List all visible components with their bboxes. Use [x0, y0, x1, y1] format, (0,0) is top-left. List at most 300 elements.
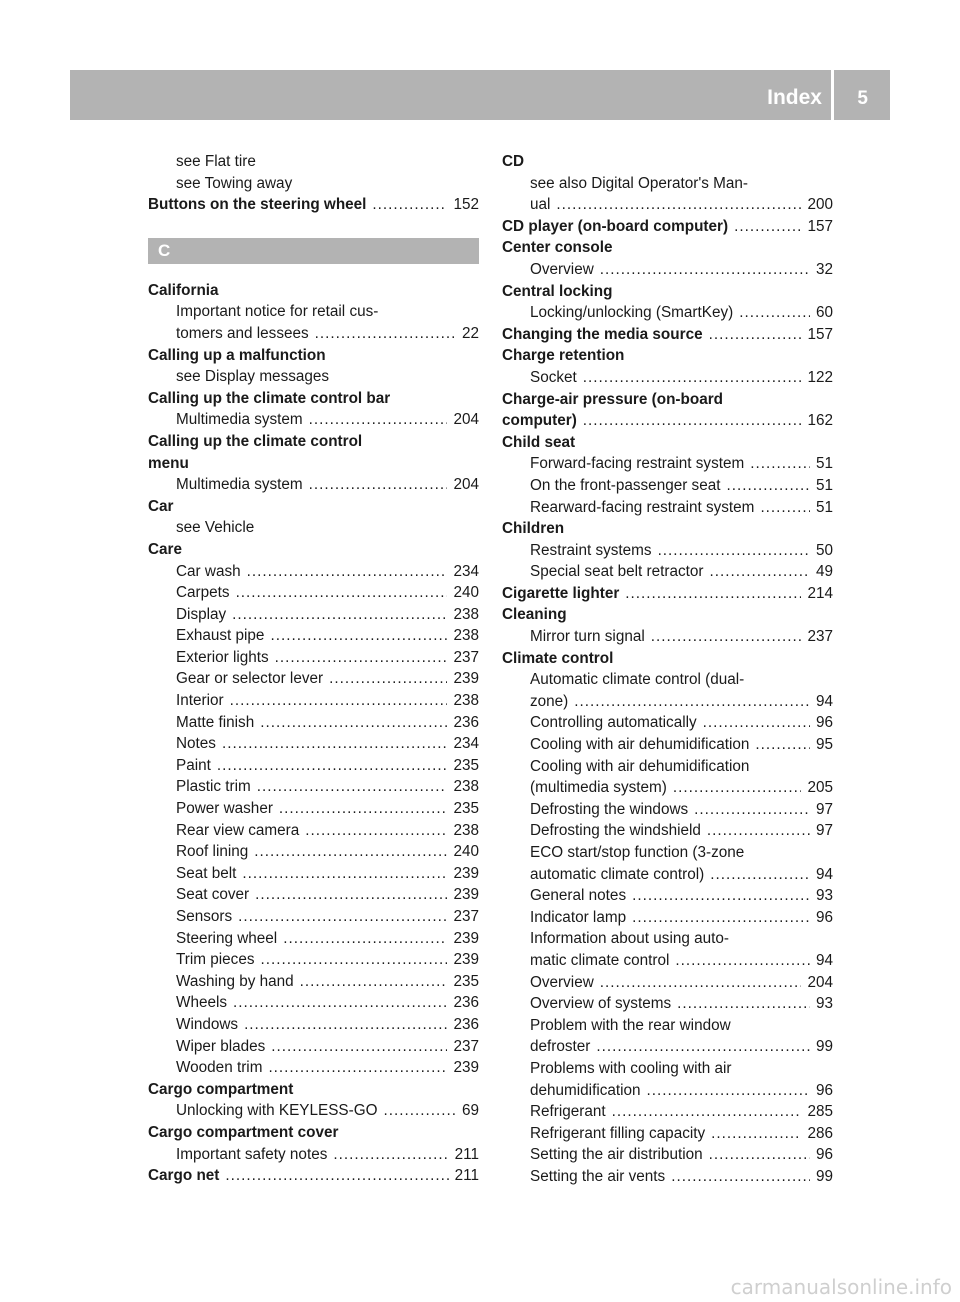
entry-text: Refrigerant [530, 1103, 606, 1121]
leader-dots [556, 194, 801, 216]
index-subentry[interactable] [502, 799, 833, 821]
leader-dots [596, 1036, 810, 1058]
entry-page-number[interactable]: 239 [453, 886, 479, 904]
leader-dots [242, 863, 447, 885]
index-subentry[interactable] [148, 971, 479, 993]
leader-dots [710, 864, 810, 886]
index-subentry [502, 756, 833, 778]
entry-text: defroster [530, 1038, 591, 1056]
leader-dots [760, 497, 810, 519]
entry-page-number[interactable]: 234 [453, 735, 479, 753]
entry-page-number[interactable]: 157 [807, 217, 833, 235]
index-subentry[interactable] [502, 540, 833, 562]
entry-page-number[interactable]: 237 [453, 648, 479, 666]
leader-dots [309, 474, 448, 496]
entry-text: Matte finish [176, 713, 255, 731]
leader-dots [671, 1166, 810, 1188]
index-subentry[interactable] [148, 884, 479, 906]
entry-page-number[interactable]: 60 [815, 304, 833, 322]
index-subentry[interactable] [148, 863, 479, 885]
index-subentry[interactable] [148, 1036, 479, 1058]
leader-dots [707, 820, 810, 842]
index-entry[interactable] [148, 194, 479, 216]
entry-page-number[interactable]: 69 [461, 1102, 479, 1120]
entry-page-number[interactable]: 237 [453, 908, 479, 925]
leader-dots [257, 776, 448, 798]
entry-text: Cargo compartment [148, 1080, 294, 1098]
entry-text: Car wash [176, 562, 241, 580]
entry-text: Defrosting the windshield [530, 822, 701, 840]
entry-text: Calling up a malfunction [148, 346, 326, 364]
entry-page-number[interactable]: 51 [815, 498, 833, 516]
entry-page-number[interactable]: 238 [453, 778, 479, 796]
page-number: 5 [857, 88, 868, 109]
index-subentry[interactable] [502, 453, 833, 475]
index-subentry[interactable] [502, 194, 833, 216]
index-subentry[interactable] [502, 777, 833, 799]
index-subentry[interactable] [148, 582, 479, 604]
index-subentry[interactable] [148, 474, 479, 496]
index-subentry[interactable] [502, 820, 833, 842]
entry-page-number[interactable]: 94 [815, 951, 833, 969]
index-entry[interactable] [502, 324, 833, 346]
leader-dots [384, 1100, 456, 1122]
entry-page-number[interactable]: 50 [815, 541, 833, 559]
entry-text: Paint [176, 756, 211, 774]
index-entry [502, 518, 833, 540]
index-subentry[interactable] [502, 972, 833, 994]
entry-page-number[interactable]: 239 [453, 670, 479, 688]
leader-dots [247, 561, 448, 583]
index-entry [502, 432, 833, 454]
index-subentry[interactable] [502, 1080, 833, 1102]
entry-text: Locking/unlocking (SmartKey) [530, 304, 734, 322]
entry-page-number[interactable]: 157 [807, 325, 833, 343]
leader-dots [709, 561, 810, 583]
index-entry[interactable] [502, 583, 833, 605]
entry-page-number[interactable]: 200 [807, 196, 833, 214]
entry-text: Important safety notes [176, 1145, 328, 1163]
entry-text: Wiper blades [176, 1037, 266, 1055]
leader-dots [300, 971, 448, 993]
index-subentry [148, 301, 479, 323]
entry-text: Overview of systems [530, 995, 672, 1013]
entry-text: see Flat tire [176, 153, 256, 170]
entry-page-number[interactable]: 237 [807, 628, 833, 646]
entry-page-number[interactable]: 94 [815, 865, 833, 883]
leader-dots [600, 972, 802, 994]
index-subentry[interactable] [148, 776, 479, 798]
entry-page-number[interactable]: 205 [807, 779, 833, 797]
entry-text: Interior [176, 692, 224, 710]
entry-text: Cleaning [502, 606, 567, 624]
entry-text: Roof lining [176, 843, 249, 861]
entry-text: see Display messages [176, 368, 330, 386]
entry-text: Exterior lights [176, 648, 269, 666]
entry-text: Multimedia system [176, 476, 303, 494]
entry-text: Gear or selector lever [176, 670, 324, 688]
entry-text: Cooling with air dehumidification [530, 736, 750, 754]
index-subentry [148, 517, 479, 539]
index-subentry[interactable] [502, 367, 833, 389]
leader-dots [232, 604, 447, 626]
entry-page-number[interactable]: 22 [461, 324, 479, 342]
index-entry[interactable] [502, 410, 833, 432]
entry-text: matic climate control [530, 951, 670, 969]
index-entry [148, 1079, 479, 1101]
entry-text: On the front-passenger seat [530, 476, 721, 494]
entry-page-number[interactable]: 96 [815, 1146, 833, 1164]
leader-dots [612, 1101, 802, 1123]
leader-dots [647, 1080, 810, 1102]
entry-page-number[interactable]: 214 [807, 584, 833, 602]
entry-page-number[interactable]: 235 [453, 800, 479, 818]
entry-text: Trim pieces [176, 951, 255, 969]
index-entry[interactable] [148, 1165, 479, 1187]
leader-dots [225, 1165, 448, 1187]
entry-page-number[interactable]: 238 [453, 605, 479, 623]
entry-text: Sensors [176, 908, 233, 925]
entry-page-number[interactable]: 236 [453, 1015, 479, 1033]
entry-page-number[interactable]: 49 [815, 563, 833, 581]
entry-text: Center console [502, 239, 613, 257]
leader-dots [283, 928, 447, 950]
entry-text: Care [148, 540, 183, 558]
index-entry [148, 539, 479, 561]
leader-dots [236, 582, 448, 604]
entry-page-number[interactable]: 97 [815, 822, 833, 840]
leader-dots [755, 734, 810, 756]
entry-text: Cigarette lighter [502, 584, 620, 602]
entry-text: Restraint systems [530, 541, 652, 559]
leader-dots [279, 798, 448, 820]
entry-text: Charge-air pressure (on-board [502, 390, 723, 408]
leader-dots [574, 691, 810, 713]
leader-dots [268, 1057, 447, 1079]
index-subentry[interactable] [502, 734, 833, 756]
leader-dots [230, 690, 448, 712]
index-subentry [502, 842, 833, 864]
leader-dots [244, 1014, 447, 1036]
entry-page-number[interactable]: 239 [453, 929, 479, 947]
index-subentry[interactable] [148, 625, 479, 647]
index-subentry [502, 173, 833, 195]
leader-dots [260, 712, 447, 734]
index-subentry [502, 1015, 833, 1037]
entry-page-number[interactable]: 237 [453, 1037, 479, 1055]
index-subentry[interactable] [148, 647, 479, 669]
index-entry [502, 604, 833, 626]
entry-text: Cooling with air dehumidification [530, 757, 750, 775]
entry-text: Information about using auto- [530, 930, 729, 948]
index-subentry[interactable] [502, 1144, 833, 1166]
index-subentry[interactable] [148, 841, 479, 863]
index-entry [148, 431, 479, 453]
index-entry [148, 496, 479, 518]
entry-text: Socket [530, 368, 577, 386]
entry-page-number[interactable]: 239 [453, 1059, 479, 1077]
leader-dots [734, 216, 801, 238]
entry-text: Special seat belt retractor [530, 563, 704, 581]
entry-page-number[interactable]: 97 [815, 800, 833, 818]
index-subentry[interactable] [148, 755, 479, 777]
entry-text: Notes [176, 735, 216, 753]
entry-page-number[interactable]: 204 [453, 476, 479, 494]
entry-page-number[interactable]: 238 [453, 821, 479, 839]
index-subentry[interactable] [502, 561, 833, 583]
entry-text: Windows [176, 1015, 239, 1033]
leader-dots [651, 626, 802, 648]
entry-text: Problem with the rear window [530, 1016, 731, 1034]
entry-text: Overview [530, 260, 594, 278]
entry-page-number[interactable]: 236 [453, 994, 479, 1012]
entry-text: Setting the air vents [530, 1167, 666, 1185]
index-subentry[interactable] [148, 1014, 479, 1036]
entry-text: Buttons on the steering wheel [148, 196, 367, 214]
entry-page-number[interactable]: 96 [815, 714, 833, 732]
index-subentry[interactable] [148, 668, 479, 690]
leader-dots [254, 841, 447, 863]
index-subentry[interactable] [502, 712, 833, 734]
entry-text: Changing the media source [502, 325, 703, 343]
index-subentry[interactable] [148, 712, 479, 734]
leader-dots [255, 884, 447, 906]
leader-dots [275, 647, 448, 669]
index-subentry[interactable] [502, 950, 833, 972]
entry-page-number[interactable]: 211 [454, 1167, 479, 1185]
leader-dots [271, 1036, 447, 1058]
leader-dots [750, 453, 810, 475]
leader-dots [726, 475, 810, 497]
entry-text: Central locking [502, 282, 613, 300]
entry-text: menu [148, 454, 189, 472]
entry-page-number[interactable]: 286 [807, 1124, 833, 1142]
leader-dots [711, 1123, 801, 1145]
index-column-left [148, 151, 479, 1187]
entry-text: see Towing away [176, 174, 293, 192]
entry-text: Mirror turn signal [530, 628, 645, 646]
entry-page-number[interactable]: 235 [453, 756, 479, 774]
entry-page-number[interactable]: 234 [453, 562, 479, 580]
leader-dots [673, 777, 802, 799]
index-subentry[interactable] [502, 1036, 833, 1058]
index-subentry[interactable] [148, 1057, 479, 1079]
entry-text: see also Digital Operator's Man- [530, 174, 749, 192]
entry-page-number[interactable]: 162 [807, 412, 833, 430]
entry-text: Exhaust pipe [176, 627, 265, 645]
watermark: carmanualsonline.info [730, 1275, 952, 1299]
entry-text: Calling up the climate control bar [148, 389, 391, 407]
entry-text: Power washer [176, 800, 273, 818]
index-subentry[interactable] [148, 906, 479, 928]
entry-page-number[interactable]: 51 [815, 455, 833, 473]
index-subentry[interactable] [502, 302, 833, 324]
entry-text: Seat belt [176, 864, 237, 882]
entry-text: Steering wheel [176, 929, 278, 947]
entry-page-number[interactable]: 239 [453, 951, 479, 969]
leader-dots [260, 949, 447, 971]
index-subentry[interactable] [148, 1100, 479, 1122]
entry-text: Indicator lamp [530, 908, 627, 926]
header-divider [831, 70, 834, 120]
entry-page-number[interactable]: 240 [453, 584, 479, 602]
entry-text: Overview [530, 973, 594, 991]
index-subentry[interactable] [502, 497, 833, 519]
entry-page-number[interactable]: 152 [453, 196, 479, 214]
index-subentry [148, 366, 479, 388]
index-entry [502, 345, 833, 367]
entry-text: Refrigerant filling capacity [530, 1124, 706, 1142]
entry-page-number[interactable]: 122 [807, 368, 833, 386]
entry-text: Cargo compartment cover [148, 1123, 339, 1141]
entry-text: Controlling automatically [530, 714, 697, 732]
entry-text: Car [148, 497, 174, 515]
index-subentry[interactable] [502, 475, 833, 497]
index-subentry[interactable] [148, 561, 479, 583]
index-subentry[interactable] [502, 1101, 833, 1123]
leader-dots [709, 324, 802, 346]
index-subentry[interactable] [502, 864, 833, 886]
leader-dots [305, 820, 447, 842]
leader-dots [222, 733, 448, 755]
entry-page-number[interactable]: 238 [453, 627, 479, 645]
index-subentry[interactable] [502, 626, 833, 648]
entry-text: General notes [530, 887, 627, 905]
leader-dots [583, 410, 802, 432]
index-subentry[interactable] [502, 1166, 833, 1188]
leader-dots [372, 194, 447, 216]
entry-text: ual [530, 196, 551, 214]
entry-text: Charge retention [502, 347, 625, 365]
entry-page-number[interactable]: 235 [453, 972, 479, 990]
entry-text: Children [502, 520, 565, 538]
entry-text: Important notice for retail cus- [176, 303, 379, 321]
entry-page-number[interactable]: 94 [815, 692, 833, 710]
entry-text: Problems with cooling with air [530, 1059, 732, 1077]
leader-dots [694, 799, 810, 821]
entry-page-number[interactable]: 204 [807, 973, 833, 991]
entry-page-number[interactable]: 99 [815, 1038, 833, 1056]
index-subentry[interactable] [502, 907, 833, 929]
entry-text: tomers and lessees [176, 324, 309, 342]
entry-text: computer) [502, 412, 577, 430]
entry-page-number[interactable]: 95 [815, 736, 833, 754]
entry-page-number[interactable]: 204 [453, 411, 479, 429]
entry-text: Washing by hand [176, 972, 294, 990]
entry-text: Carpets [176, 584, 230, 602]
entry-text: Rearward-facing restraint system [530, 498, 755, 516]
entry-page-number[interactable]: 93 [815, 995, 833, 1013]
entry-text: automatic climate control) [530, 865, 705, 883]
entry-text: Setting the air distribution [530, 1146, 703, 1164]
entry-page-number[interactable]: 236 [453, 713, 479, 731]
index-subentry [148, 173, 479, 195]
leader-dots [739, 302, 810, 324]
index-subentry[interactable] [502, 259, 833, 281]
entry-page-number[interactable]: 96 [815, 1081, 833, 1099]
index-subentry [148, 151, 479, 173]
index-entry [502, 648, 833, 670]
index-subentry[interactable] [148, 409, 479, 431]
entry-text: Multimedia system [176, 411, 303, 429]
leader-dots [709, 1144, 810, 1166]
entry-text: Automatic climate control (dual- [530, 671, 745, 689]
index-subentry[interactable] [148, 820, 479, 842]
section-title: Index [767, 86, 822, 109]
entry-text: Calling up the climate control [148, 432, 363, 450]
index-subentry[interactable] [148, 323, 479, 345]
index-entry [148, 388, 479, 410]
entry-page-number[interactable]: 211 [454, 1145, 479, 1163]
entry-text: ECO start/stop function (3-zone [530, 844, 745, 861]
index-subentry [502, 669, 833, 691]
entry-text: Child seat [502, 433, 576, 451]
index-entry[interactable] [502, 216, 833, 238]
index-entry [502, 389, 833, 411]
index-subentry[interactable] [502, 885, 833, 907]
entry-text: Display [176, 605, 227, 623]
index-subentry[interactable] [148, 992, 479, 1014]
index-subentry[interactable] [502, 691, 833, 713]
index-subentry[interactable] [148, 1144, 479, 1166]
index-subentry[interactable] [148, 733, 479, 755]
entry-text: CD [502, 153, 525, 170]
index-subentry[interactable] [148, 798, 479, 820]
index-entry [148, 345, 479, 367]
entry-page-number[interactable]: 239 [453, 864, 479, 882]
leader-dots [625, 583, 801, 605]
index-subentry[interactable] [148, 949, 479, 971]
index-entry [502, 281, 833, 303]
entry-page-number[interactable]: 32 [815, 260, 833, 278]
index-entry [148, 453, 479, 475]
entry-text: Seat cover [176, 886, 250, 904]
index-entry [502, 237, 833, 259]
leader-dots [632, 907, 810, 929]
entry-text: Wooden trim [176, 1059, 263, 1077]
entry-page-number[interactable]: 93 [815, 887, 833, 905]
entry-text: Rear view camera [176, 821, 300, 839]
entry-text: Defrosting the windows [530, 800, 689, 818]
entry-text: Climate control [502, 649, 614, 667]
entry-text: Forward-facing restraint system [530, 455, 745, 473]
index-subentry[interactable] [148, 690, 479, 712]
index-subentry[interactable] [148, 604, 479, 626]
index-subentry[interactable] [502, 1123, 833, 1145]
index-subentry[interactable] [502, 993, 833, 1015]
entry-page-number[interactable]: 99 [815, 1167, 833, 1185]
entry-page-number[interactable]: 51 [815, 476, 833, 494]
leader-dots [333, 1144, 448, 1166]
entry-text: (multimedia system) [530, 779, 667, 797]
index-column-right [502, 151, 833, 1188]
letter-section-header: C [148, 238, 479, 264]
entry-text: dehumidification [530, 1081, 641, 1099]
index-entry [502, 151, 833, 173]
entry-page-number[interactable]: 96 [815, 908, 833, 926]
leader-dots [703, 712, 810, 734]
entry-page-number[interactable]: 240 [453, 843, 479, 861]
leader-dots [677, 993, 810, 1015]
entry-page-number[interactable]: 285 [807, 1103, 833, 1121]
entry-text: California [148, 281, 219, 299]
entry-text: Cargo net [148, 1167, 220, 1185]
entry-page-number[interactable]: 238 [453, 692, 479, 710]
leader-dots [309, 409, 448, 431]
leader-dots [238, 906, 447, 928]
index-subentry[interactable] [148, 928, 479, 950]
leader-dots [315, 323, 456, 345]
